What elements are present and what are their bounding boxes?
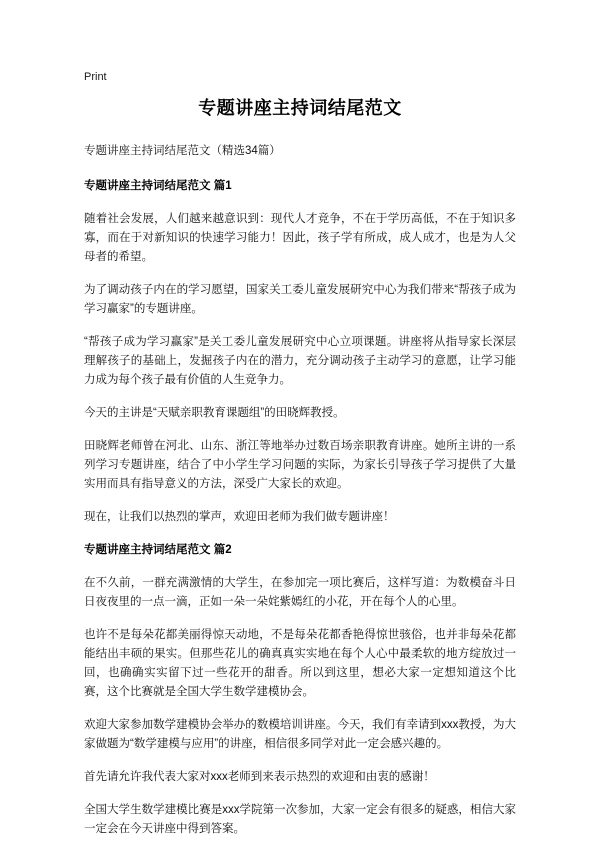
document-subtitle: 专题讲座主持词结尾范文（精选34篇）: [84, 145, 281, 157]
print-link[interactable]: Print: [84, 71, 107, 83]
paragraph: “帮孩子成为学习赢家”是关工委儿童发展研究中心立项课题。讲座将从指导家长深层理解孩子的基础上，发掘孩子内在的潜力，充分调动孩子主动学习的意愿，让学习能力成为每个孩子最有价值的人生竞争力。: [84, 336, 516, 386]
page-title: 专题讲座主持词结尾范文: [198, 98, 402, 118]
section-1: [84, 177, 516, 527]
paragraph: 首先请允许我代表大家对xxx老师到来表示热烈的欢迎和由衷的感谢！: [84, 771, 435, 783]
section-2: [84, 541, 516, 839]
paragraph: 全国大学生数学建模比赛是xxx学院第一次参加，大家一定会有很多的疑惑，相信大家一定会在今天讲座中得到答案。: [84, 804, 516, 835]
document-body: [84, 96, 516, 853]
section-heading: 专题讲座主持词结尾范文 篇1: [84, 180, 232, 192]
paragraph: 田晓辉老师曾在河北、山东、浙江等地举办过数百场亲职教育讲座。她所主讲的一系列学习专题讲座，结合了中小学生学习问题的实际，为家长引导孩子学习提供了大量实用而具有指导意义的方法，深受广大家长的欢迎。: [84, 440, 516, 490]
paragraph: 随着社会发展，人们越来越意识到：现代人才竞争，不在于学历高低，不在于知识多寡，而在于对新知识的快速学习能力！因此，孩子学有所成，成人成才，也是为人父母者的希望。: [84, 213, 516, 263]
paragraph: 今天的主讲是“天赋亲职教育课题组”的田晓辉教授。: [84, 407, 345, 419]
paragraph: 为了调动孩子内在的学习愿望，国家关工委儿童发展研究中心为我们带来“帮孩子成为学习赢家”的专题讲座。: [84, 284, 516, 315]
paragraph: 现在，让我们以热烈的掌声，欢迎田老师为我们做专题讲座！: [84, 511, 395, 523]
paragraph: 欢迎大家参加数学建模协会举办的数模培训讲座。今天，我们有幸请到xxx教授，为大家做题为“数学建模与应用”的讲座，相信很多同学对此一定会感兴趣的。: [84, 719, 516, 750]
paragraph: 也许不是每朵花都美丽得惊天动地，不是每朵花都香艳得惊世骇俗，也并非每朵花都能结出丰硕的果实。但那些花儿的确真真实实地在每个人心中最柔软的地方绽放过一回，也确确实实留下过一些花开的甜香。所以到这里，想必大家一定想知道这个比赛，这个比赛就是全国大学生数学建模协会。: [84, 629, 516, 698]
section-heading: 专题讲座主持词结尾范文 篇2: [84, 544, 232, 556]
paragraph: 在不久前，一群充满激情的大学生，在参加完一项比赛后，这样写道：为数模奋斗日日夜夜里的一点一滴，正如一朵一朵姹紫嫣红的小花，开在每个人的心里。: [84, 577, 516, 608]
